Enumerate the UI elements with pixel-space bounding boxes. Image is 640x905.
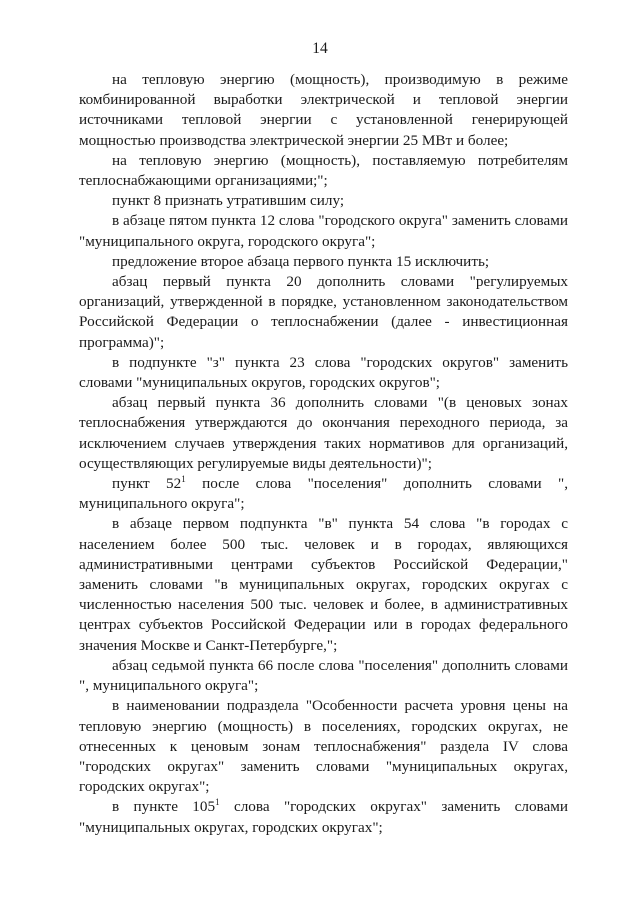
superscript: 1: [215, 797, 220, 808]
paragraph: в подпункте "з" пункта 23 слова "городских округов" заменить словами "муниципальных округов, городских округов";: [79, 353, 568, 392]
paragraph: в наименовании подраздела "Особенности расчета уровня цены на тепловую энергию (мощность) в поселениях, городских округах, не отнесенных к ценовым зонам теплоснабжения" раздела IV слова "городских округах" заменить словами "муниципальных округах, городских округах";: [79, 697, 568, 796]
paragraph: в абзаце первом подпункта "в" пункта 54 слова "в городах с населением более 500 тыс. человек и в городах, являющихся административными центрами субъектов Российской Федерации," заменить словами "в муниципальных округах, городских округах с численностью населения 500 тыс. человек и более, в административных центрах субъектов Российской Федерации или в городах федерального значения Москве и Санкт-Петербурге,";: [79, 515, 568, 654]
paragraph: [79, 797, 568, 837]
paragraph: в абзаце пятом пункта 12 слова "городского округа" заменить словами "муниципального округа, городского округа";: [79, 212, 568, 250]
paragraph: на тепловую энергию (мощность), производимую в режиме комбинированной выработки электрической и тепловой энергии источниками тепловой энергии с установленной генерирующей мощностью производства электрической энергии 25 МВт и более;: [79, 71, 568, 149]
paragraph-text: в пункте 105: [112, 798, 216, 816]
paragraph: пункт 8 признать утратившим силу;: [112, 192, 345, 210]
paragraph-text: после слова "поселения" дополнить словами ", муниципального округа";: [79, 475, 568, 513]
paragraph: [79, 474, 568, 514]
paragraph: абзац первый пункта 20 дополнить словами "регулируемых организаций, утвержденной в порядке, установленном законодательством Российской Федерации о теплоснабжении (далее - инвестиционная программа)";: [79, 273, 568, 351]
paragraph: абзац первый пункта 36 дополнить словами "(в ценовых зонах теплоснабжения утверждаются до окончания переходного периода, за исключением случаев утверждения таких нормативов для организаций, осуществляющих регулируемые виды деятельности)";: [79, 394, 568, 472]
page-number: 14: [312, 40, 328, 57]
paragraph: абзац седьмой пункта 66 после слова "поселения" дополнить словами ", муниципального округа";: [79, 656, 568, 695]
paragraph: предложение второе абзаца первого пункта 15 исключить;: [112, 252, 490, 270]
paragraph: на тепловую энергию (мощность), поставляемую потребителям теплоснабжающими организациями;";: [79, 151, 568, 190]
superscript: 1: [181, 474, 186, 485]
document-body: [79, 70, 568, 838]
paragraph-text: слова "городских округах" заменить словами "муниципальных округах, городских округах";: [79, 798, 568, 836]
paragraph-text: пункт 52: [112, 475, 182, 493]
